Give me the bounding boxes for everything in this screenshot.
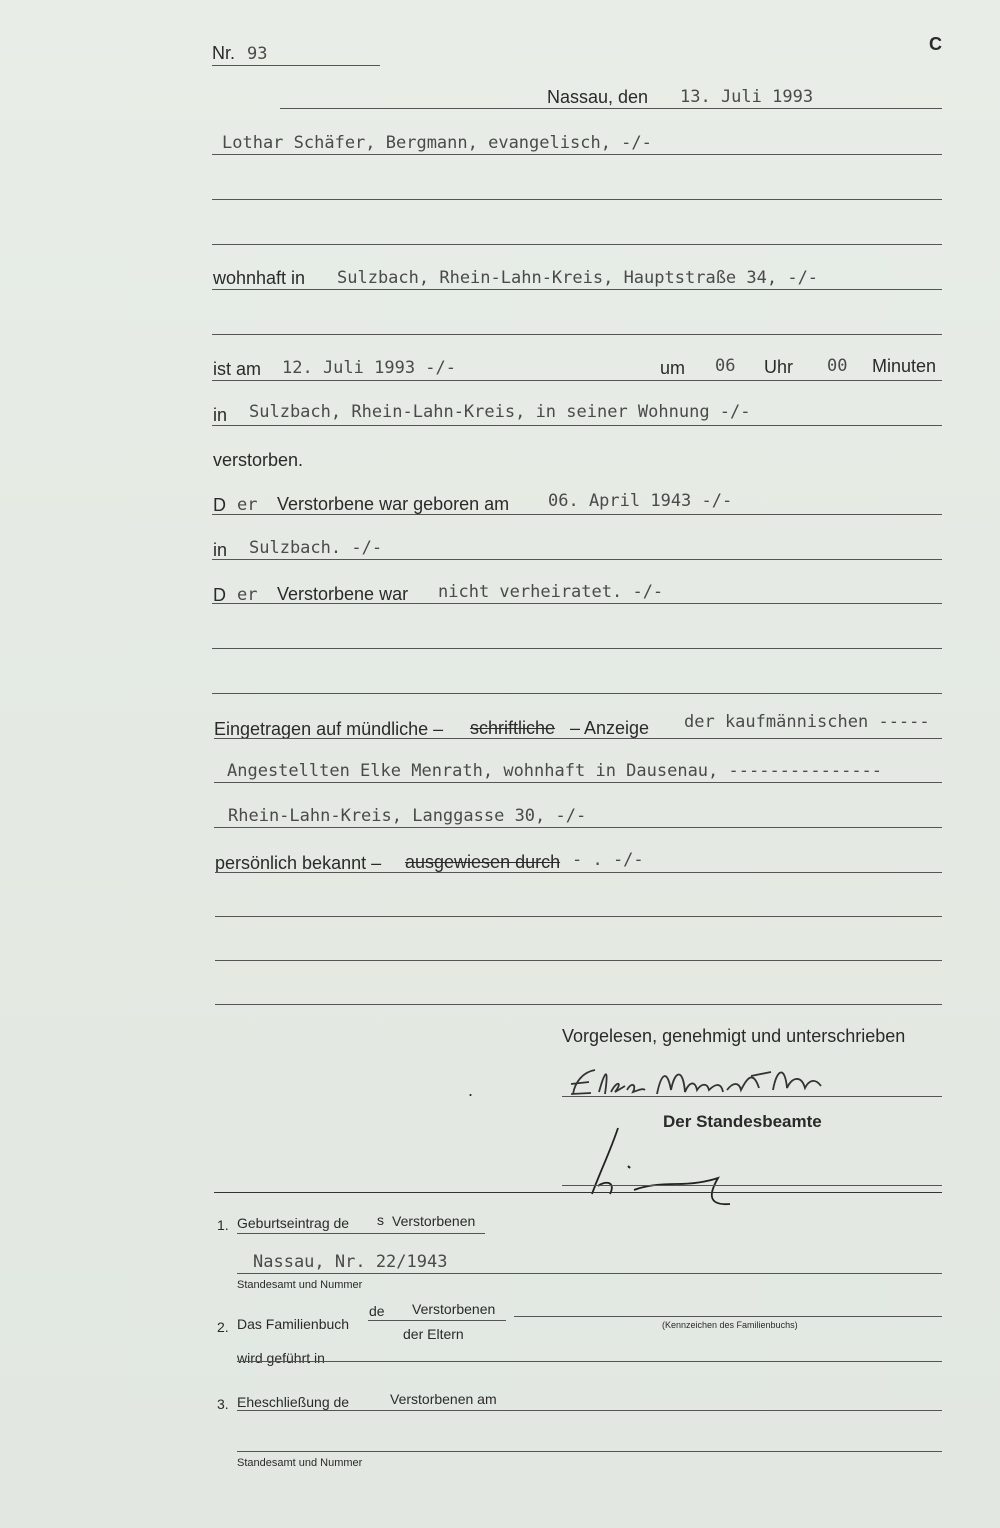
sec3-number: 3. — [217, 1396, 229, 1412]
nr-label: Nr. — [212, 43, 236, 63]
bekannt-label: persönlich bekannt – — [215, 853, 382, 873]
blank-rule-3 — [212, 334, 942, 335]
minute-value: 00 — [827, 356, 848, 376]
standesbeamte-label: Der Standesbeamte — [663, 1112, 822, 1131]
ist-am-label: ist am — [213, 359, 262, 379]
married-d: D — [213, 585, 226, 605]
sec1-label2: Verstorbenen — [392, 1213, 476, 1229]
sec1-number: 1. — [217, 1217, 229, 1233]
blank-rule-8 — [215, 1004, 942, 1005]
sec1-s: s — [377, 1212, 384, 1228]
blank-rule-7 — [215, 960, 942, 961]
sec1-sub: Standesamt und Nummer — [237, 1279, 363, 1291]
sec2-wird-rule — [237, 1361, 942, 1362]
uhr-label: Uhr — [764, 357, 794, 377]
born-in-rule — [212, 559, 942, 560]
nr-line — [212, 65, 380, 66]
place-date-label: Nassau, den — [547, 87, 649, 107]
sec2-label: Das Familienbuch — [237, 1316, 350, 1332]
signature-registrar — [580, 1122, 750, 1212]
vorgelesen-label: Vorgelesen, genehmigt und unterschrieben — [562, 1026, 906, 1046]
sec3-rule — [237, 1410, 942, 1411]
sec1-label-rule — [237, 1233, 485, 1234]
blank-rule-1 — [212, 199, 942, 200]
signature-1-rule — [562, 1096, 942, 1097]
married-rule — [212, 603, 942, 604]
sec2-fraction-rule — [368, 1320, 506, 1321]
sec2-de: de — [369, 1303, 385, 1319]
blank-rule-5 — [212, 693, 942, 694]
um-label: um — [660, 358, 686, 378]
born-place: Sulzbach. -/- — [249, 538, 383, 558]
anzeige-value-3: Rhein-Lahn-Kreis, Langgasse 30, -/- — [228, 806, 587, 826]
sec2-kennzeichen-rule — [514, 1316, 942, 1317]
section-divider — [214, 1192, 942, 1193]
sec3-label: Eheschließung de — [237, 1394, 350, 1410]
ist-am-rule — [212, 380, 942, 381]
wohnhaft-label: wohnhaft in — [213, 268, 306, 288]
place-date-value: 13. Juli 1993 — [680, 87, 814, 107]
blank-rule-2 — [212, 244, 942, 245]
blank-rule-4 — [212, 648, 942, 649]
sec1-value: Nassau, Nr. 22/1943 — [253, 1252, 448, 1272]
eingetragen-label: Eingetragen auf mündliche – — [214, 719, 444, 739]
hour-value: 06 — [715, 356, 736, 376]
signature-informant — [565, 1060, 835, 1105]
bekannt-value: - . -/- — [572, 850, 644, 870]
anzeige-rule-2 — [214, 782, 942, 783]
death-place: Sulzbach, Rhein-Lahn-Kreis, in seiner Wohnung -/- — [249, 402, 751, 422]
schriftliche-label: schriftliche — [470, 718, 556, 738]
person-line: Lothar Schäfer, Bergmann, evangelisch, -/- — [222, 133, 652, 153]
dot-mark: . — [468, 1080, 474, 1100]
ausgewiesen-label: ausgewiesen durch — [405, 852, 561, 872]
place-date-line — [280, 108, 942, 109]
bekannt-rule — [215, 872, 942, 873]
wohnhaft-value: Sulzbach, Rhein-Lahn-Kreis, Hauptstraße 34, -/- — [337, 268, 819, 288]
born-d: D — [213, 495, 226, 515]
wohnhaft-rule — [212, 289, 942, 290]
sec2-wird: wird geführt in — [237, 1350, 325, 1366]
sec3-sub: Standesamt und Nummer — [237, 1457, 363, 1469]
born-rule — [212, 514, 942, 515]
married-er: er — [237, 585, 258, 605]
sec1-value-rule — [237, 1273, 942, 1274]
person-rule — [212, 154, 942, 155]
born-er: er — [237, 495, 258, 515]
born-label: Verstorbene war geboren am — [277, 494, 510, 514]
blank-rule-6 — [215, 916, 942, 917]
sec2-eltern: der Eltern — [403, 1326, 464, 1342]
anzeige-rule-3 — [214, 827, 942, 828]
born-date: 06. April 1943 -/- — [548, 491, 733, 511]
anzeige-value-2: Angestellten Elke Menrath, wohnhaft in Dausenau, --------------- — [227, 761, 883, 781]
sec2-kennzeichen: (Kennzeichen des Familienbuchs) — [662, 1320, 798, 1330]
corner-letter: C — [929, 34, 942, 54]
minuten-label: Minuten — [872, 356, 937, 376]
in-label: in — [213, 405, 228, 425]
signature-2-rule — [562, 1185, 942, 1186]
sec2-number: 2. — [217, 1319, 229, 1335]
sec2-verstorbenen: Verstorbenen — [412, 1301, 496, 1317]
born-in-label: in — [213, 540, 228, 560]
sec1-label: Geburtseintrag de — [237, 1215, 350, 1231]
sec3-rule-2 — [237, 1451, 942, 1452]
in-rule — [212, 425, 942, 426]
anzeige-value-1: der kaufmännischen ----- — [684, 712, 930, 732]
eingetragen-rule — [214, 738, 942, 739]
anzeige-label: – Anzeige — [570, 718, 650, 738]
married-label: Verstorbene war — [277, 584, 409, 604]
nr-value: 93 — [247, 44, 268, 64]
married-value: nicht verheiratet. -/- — [438, 582, 664, 602]
sec3-label2: Verstorbenen am — [390, 1391, 497, 1407]
death-date: 12. Juli 1993 -/- — [282, 358, 456, 378]
verstorben-label: verstorben. — [213, 450, 304, 470]
